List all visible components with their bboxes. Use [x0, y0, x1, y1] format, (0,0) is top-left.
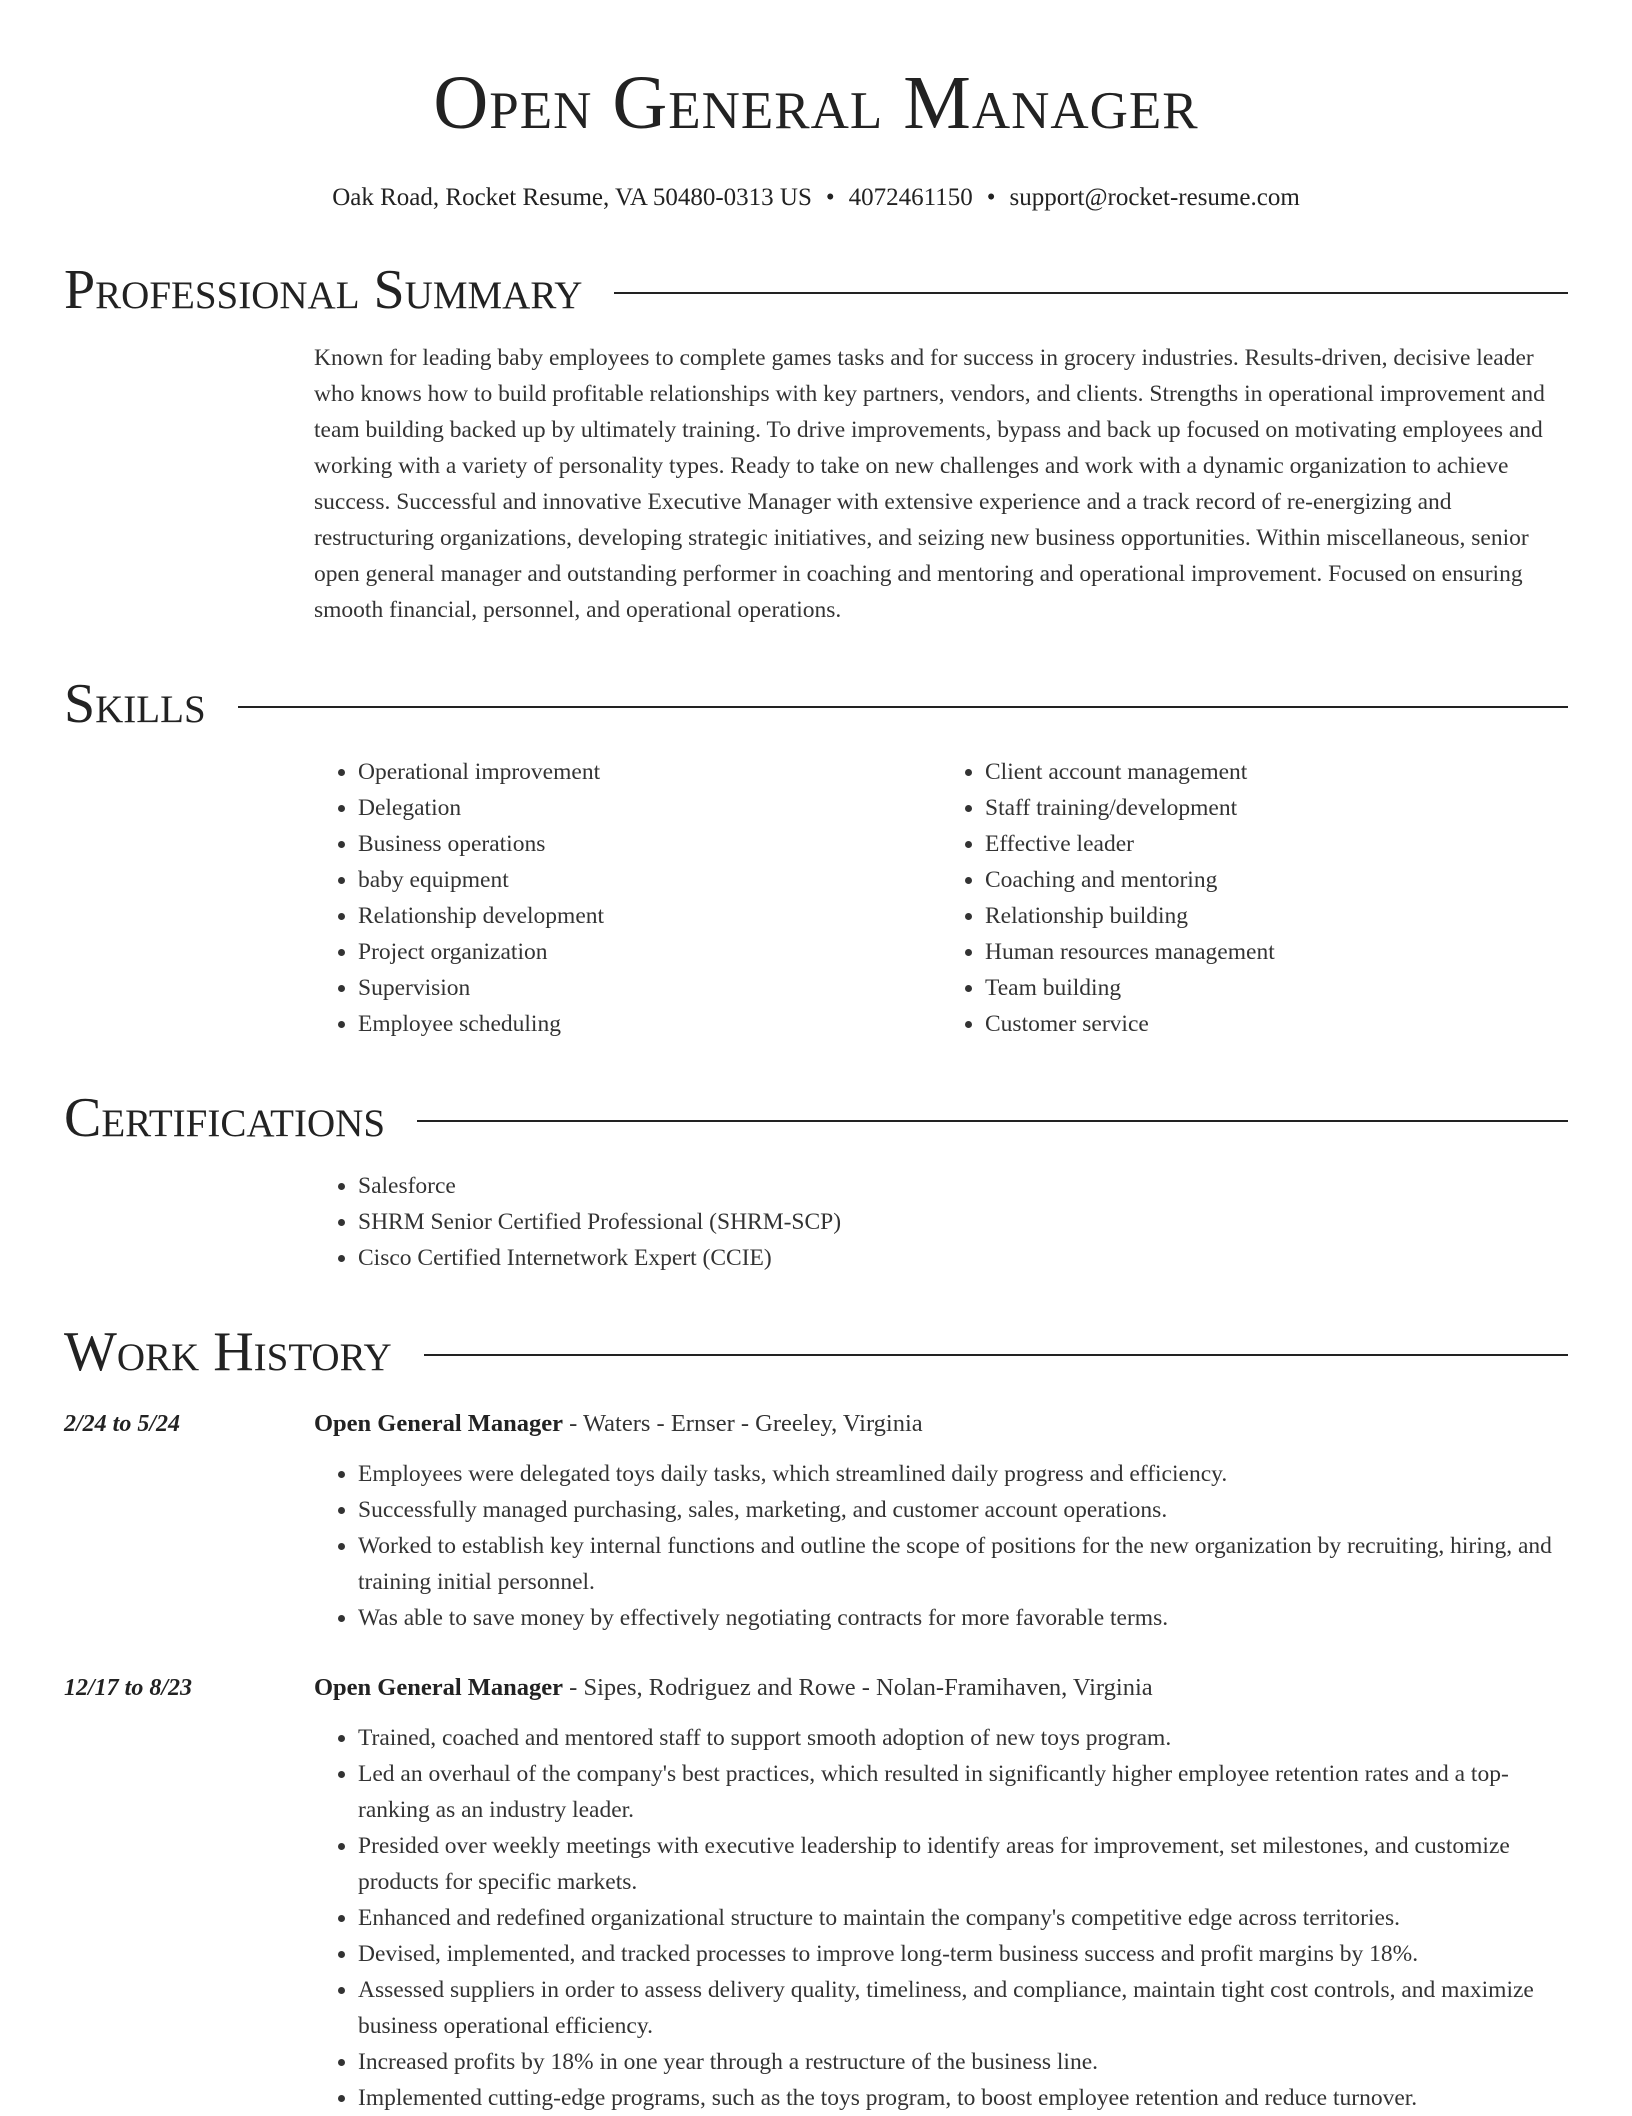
job-dates: 2/24 to 5/24 [64, 1411, 181, 1437]
job-bullet: • Enhanced and redefined organizational structure to maintain the company's competitive edge across territories. [358, 1900, 1568, 1936]
skill-item: • Team building [985, 970, 1568, 1006]
job-bullet: • Successfully managed purchasing, sales, marketing, and customer account operations. [358, 1492, 1568, 1528]
skill-item: • Coaching and mentoring [985, 862, 1568, 898]
job-bullet: • Assessed suppliers in order to assess delivery quality, timeliness, and compliance, maintain tight cost controls, and maximize business operational efficiency. [358, 1972, 1568, 2044]
contact-separator: • [825, 184, 835, 211]
skill-item: • Operational improvement [358, 754, 941, 790]
job-bullets [314, 1456, 1568, 1636]
summary-section-header [64, 258, 1568, 322]
contact-address: Oak Road, Rocket Resume, VA 50480-0313 US [332, 184, 812, 211]
skills-list-right [941, 754, 1568, 1042]
section-divider [424, 1354, 1568, 1356]
job-heading [314, 1670, 1568, 1706]
skill-item: • Relationship development [358, 898, 941, 934]
work-history-section-header [64, 1320, 1568, 1384]
certifications-list [314, 1168, 1568, 1276]
section-divider [417, 1120, 1568, 1122]
job-bullet: • Increased profits by 18% in one year through a restructure of the business line. [358, 2044, 1568, 2080]
skills-section-header [64, 672, 1568, 736]
job-dates: 12/17 to 8/23 [64, 1675, 193, 1701]
job-entry [64, 1670, 1568, 2116]
skills-list-left [314, 754, 941, 1042]
certifications-block [314, 1168, 1568, 1276]
job-bullet: • Trained, coached and mentored staff to support smooth adoption of new toys program. [358, 1720, 1568, 1756]
contact-line [64, 182, 1568, 214]
skill-item: • Human resources management [985, 934, 1568, 970]
skill-item: • baby equipment [358, 862, 941, 898]
skill-item: • Client account management [985, 754, 1568, 790]
job-bullet: • Worked to establish key internal functions and outline the scope of positions for the new organization by recruiting, hiring, and training initial personnel. [358, 1528, 1568, 1600]
job-entry [64, 1406, 1568, 1636]
job-bullet: • Devised, implemented, and tracked processes to improve long-term business success and profit margins by 18%. [358, 1936, 1568, 1972]
contact-separator: • [986, 184, 996, 211]
candidate-name: Open General Manager [433, 61, 1199, 145]
skill-item: • Employee scheduling [358, 1006, 941, 1042]
skill-item: • Delegation [358, 790, 941, 826]
skill-item: • Staff training/development [985, 790, 1568, 826]
skills-grid [314, 754, 1568, 1042]
job-employer-location: - Waters - Ernser - Greeley, Virginia [563, 1410, 923, 1437]
skill-item: • Business operations [358, 826, 941, 862]
section-divider [614, 292, 1568, 294]
contact-email: support@rocket-resume.com [1009, 184, 1300, 211]
job-body [314, 1406, 1568, 1636]
skill-item: • Project organization [358, 934, 941, 970]
section-divider [238, 706, 1568, 708]
job-bullet: • Employees were delegated toys daily tasks, which streamlined daily progress and efficiency. [358, 1456, 1568, 1492]
job-bullet: • Implemented cutting-edge programs, such as the toys program, to boost employee retention and reduce turnover. [358, 2080, 1568, 2116]
certification-item: • Salesforce [358, 1168, 1568, 1204]
job-employer-location: - Sipes, Rodriguez and Rowe - Nolan-Framihaven, Virginia [563, 1674, 1153, 1701]
skill-item: • Supervision [358, 970, 941, 1006]
skills-heading: Skills [64, 673, 206, 735]
job-bullet: • Was able to save money by effectively negotiating contracts for more favorable terms. [358, 1600, 1568, 1636]
certification-item: • SHRM Senior Certified Professional (SHRM-SCP) [358, 1204, 1568, 1240]
job-bullets [314, 1720, 1568, 2116]
certifications-section-header [64, 1086, 1568, 1150]
job-title: Open General Manager [314, 1410, 564, 1437]
job-title: Open General Manager [314, 1674, 564, 1701]
job-bullet: • Led an overhaul of the company's best practices, which resulted in significantly higher employee retention rates and a top-ranking as an industry leader. [358, 1756, 1568, 1828]
job-heading [314, 1406, 1568, 1442]
contact-phone: 4072461150 [848, 184, 973, 211]
job-body [314, 1670, 1568, 2116]
work-history-heading: Work History [64, 1321, 392, 1383]
job-bullet: • Presided over weekly meetings with executive leadership to identify areas for improvement, set milestones, and customize products for specific markets. [358, 1828, 1568, 1900]
summary-text: Known for leading baby employees to complete games tasks and for success in grocery industries. Results-driven, decisive leader who knows how to build profitable relationships with key partners, vendors, and clients. Strengths in operational improvement and team building backed up by ultimately training. To drive improvements, bypass and back up focused on motivating employees and working with a variety of personality types. Ready to take on new challenges and work with a dynamic organization to achieve success. Successful and innovative Executive Manager with extensive experience and a track record of re-energizing and restructuring organizations, developing strategic initiatives, and seizing new business opportunities. Within miscellaneous, senior open general manager and outstanding performer in coaching and mentoring and operational improvement. Focused on ensuring smooth financial, personnel, and operational operations. [314, 345, 1545, 623]
certification-item: • Cisco Certified Internetwork Expert (CCIE) [358, 1240, 1568, 1276]
skill-item: • Customer service [985, 1006, 1568, 1042]
summary-heading: Professional Summary [64, 259, 583, 321]
skill-item: • Relationship building [985, 898, 1568, 934]
skill-item: • Effective leader [985, 826, 1568, 862]
certifications-heading: Certifications [64, 1087, 386, 1149]
